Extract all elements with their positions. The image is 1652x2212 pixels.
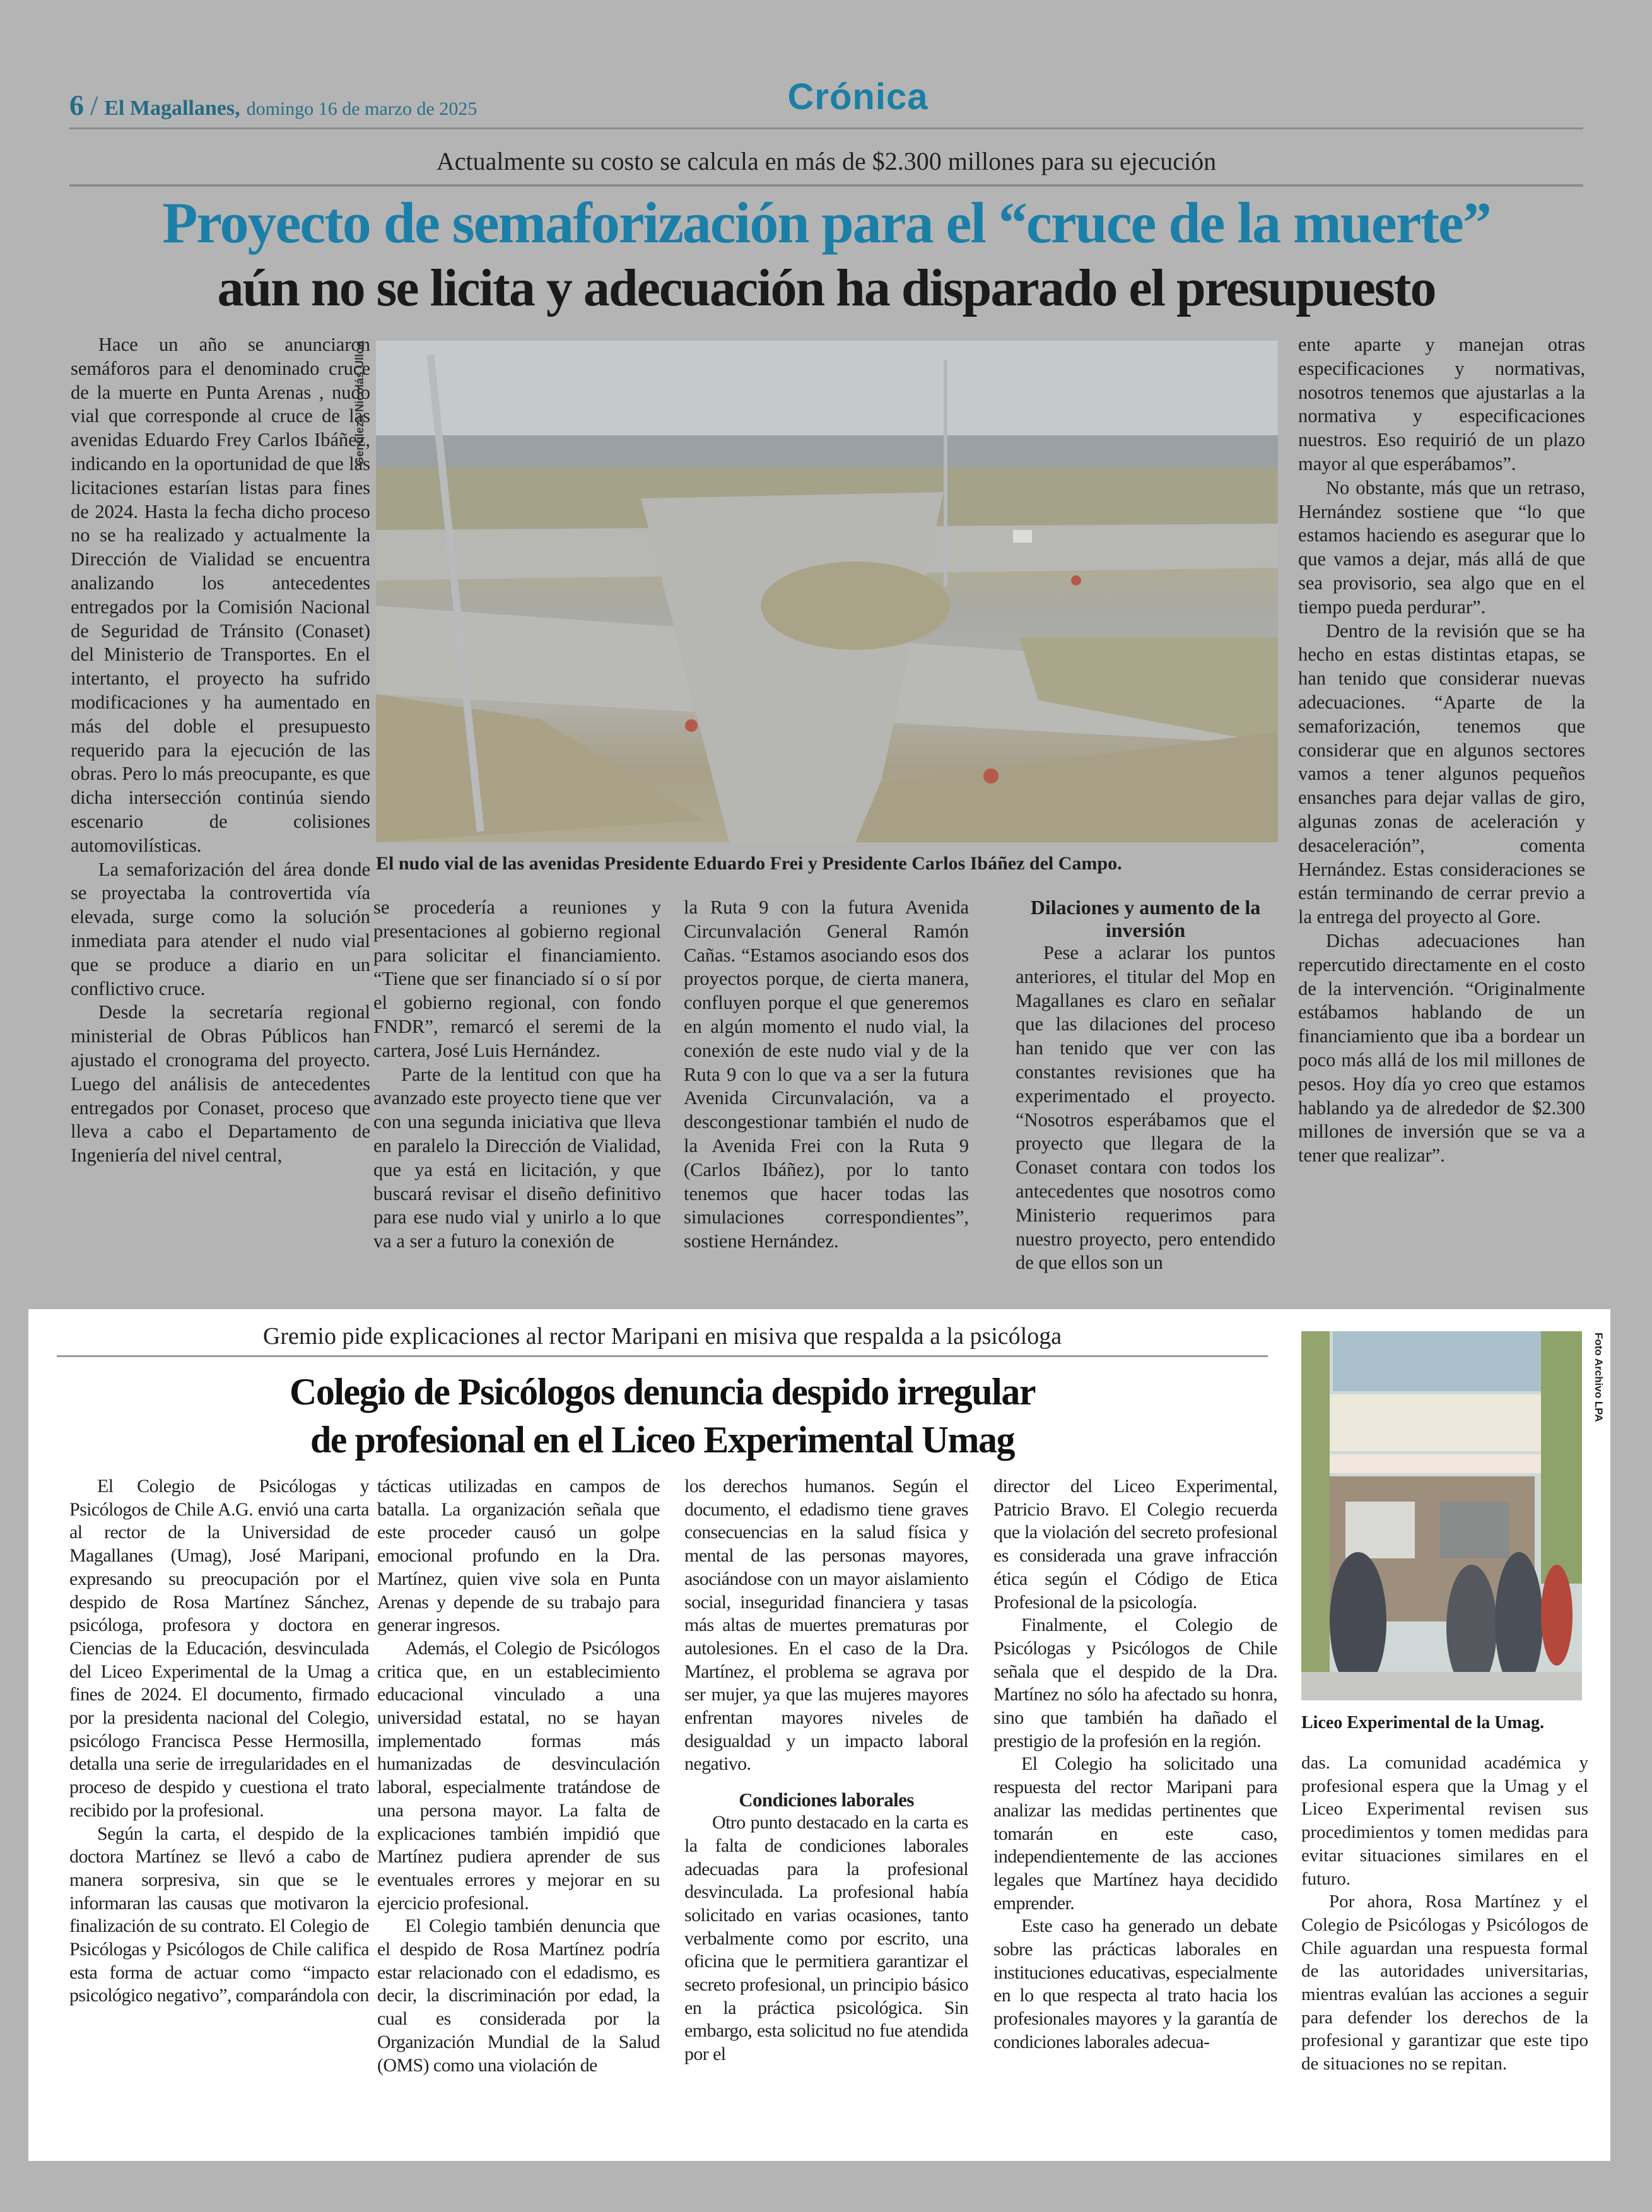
article2-kicker-rule [57,1355,1268,1357]
liceo-photo [1301,1331,1582,1700]
article1-column-3 [684,896,969,1254]
photo-credit: Gentileza Nicolás Ulloa [353,341,366,466]
article1-column-1 [71,333,370,1168]
article2-column-4 [993,1475,1277,2054]
article1-headline-line1: Proyecto de semaforización para el “cruce de la muerte” [162,191,1491,255]
intersection-photo [376,341,1278,842]
article2-headline [63,1368,1262,1464]
paragraph: El Colegio ha solicitado una respuesta del rector Maripani para analizar las medidas pertinentes que tomarán en este caso, independientemente de las acciones legales que Martínez haya decidido emprender. [993,1753,1277,1914]
header-rule [69,127,1583,129]
paragraph: Este caso ha generado un debate sobre las prácticas laborales en instituciones educativas, especialmente en lo que respecta al trato hacia los profesionales mayores y la garantía de condiciones laborales adecua- [993,1915,1277,2052]
paragraph: Otro punto destacado en la carta es la falta de condiciones laborales adecuadas para la profesional desvinculada. La profesional había solicitado en varias ocasiones, tanto verbalmente como por escrito, una oficina que le permitiera garantizar el secreto profesional, un principio básico en la práctica psicológica. Sin embargo, esta solicitud no fue atendida por el [684,1812,968,2065]
article2-headline-line1: Colegio de Psicólogos denuncia despido irregular [290,1371,1035,1413]
article1-kicker: Actualmente su costo se calcula en más de $2.300 millones para su ejecución [436,147,1217,175]
school-building-image [1301,1331,1582,1700]
article1-headline-line2: aún no se licita y adecuación ha disparado el presupuesto [217,259,1436,317]
paragraph: El Colegio de Psicólogas y Psicólogos de Chile A.G. envió una carta al rector de la Universidad de Magallanes (Umag), José Maripani, expresando su preocupación por el despido de Rosa Martínez Sánchez, psicóloga, profesora y doctora en Ciencias de la Educación, desvinculada del Liceo Experimental de la Umag a fines de 2024. El documento, firmado por la presidenta nacional del Colegio, psicólogo Francisca Pesse Hermosilla, detalla una serie de irregularidades en el proceso de despido y cuestiona el trato recibido por la profesional. [69,1476,369,1821]
paragraph: No obstante, más que un retraso, Hernández sostiene que “lo que estamos haciendo es asegurar que lo que vamos a dejar, más allá de que sea provisorio, sea algo que en el tiempo pueda perdurar”. [1298,476,1585,618]
article2-column-3 [684,1475,968,2066]
paragraph: Hace un año se anunciaron semáforos para el denominado cruce de la muerte en Punta Arenas , nudo vial que corresponde al cruce de las avenidas Eduardo Frey Carlos Ibáñez, indicando en la oportunidad de que las licitaciones estarían listas para fines de 2024. Hasta la fecha dicho proceso no se ha realizado y actualmente la Dirección de Vialidad se encuentra analizando los antecedentes entregados por la Comisión Nacional de Seguridad de Tránsito (Conaset) del Ministerio de Transportes. En el intertanto, el proyecto ha sufrido modificaciones y ha aumentado en más del doble el presupuesto requerido para la ejecución de las obras. Pero lo más preocupante, es que dicha intersección continúa siendo escenario de colisiones automovilísticas. [71,334,370,856]
subhead: Condiciones laborales [739,1789,914,1811]
paragraph: La semaforización del área donde se proyectaba la controvertida vía elevada, surge como la solución inmediata para atender el nudo vial que se produce a diario en un conflictivo cruce. [71,858,370,999]
paragraph: Según la carta, el despido de la doctora Martínez se llevó a cabo de manera sorpresiva, sin que se le informaran las causas que motivaron la finalización de su contrato. El Colegio de Psicólogas y Psicólogos de Chile califica esta forma de actuar como “impacto psicológico negativo”, comparándola con [69,1823,369,2006]
paragraph: tácticas utilizadas en campos de batalla. La organización señala que este proceder causó un golpe emocional profundo en la Dra. Martínez, quien vive sola en Punta Arenas y depende de su trabajo para generar ingresos. [377,1476,660,1636]
paragraph: Desde la secretaría regional ministerial de Obras Públicos han ajustado el cronograma del proyecto. Luego del análisis de antecedentes entregados por Conaset, proceso que lleva a cabo el Departamento de Ingeniería del nivel central, [71,1001,370,1167]
paragraph: Dichas adecuaciones han repercutido directamente en el costo de la intervención. “Originalmente estábamos hablando de un financiamiento que iba a bordear un poco más allá de los mil millones de pesos. Hoy día yo creo que estamos hablando ya de alrededor de $2.300 millones de inversión que se va a tener que realizar”. [1298,929,1585,1167]
paragraph: ente aparte y manejan otras especificaciones y normativas, nosotros tenemos que ajustarlas a la normativa y especificaciones nuestros. Eso requirió de un plazo mayor al que esperábamos”. [1298,334,1585,474]
article2-kicker: Gremio pide explicaciones al rector Maripani en misiva que respalda a la psicóloga [262,1323,1062,1350]
page-number: 6 [69,89,84,121]
paragraph: Dentro de la revisión que se ha hecho en estas distintas etapas, se han tenido que considerar nuevas adecuaciones. “Aparte de la semaforización, tenemos que considerar que en algunos sectores vamos a tener algunos pequeños ensanches para dejar vallas de giro, algunas zonas de aceleración y desaceleración”, comenta Hernández. Estas consideraciones se están terminando de cerrar previo a la entrega del proyecto al Gore. [1298,620,1585,928]
paragraph: das. La comunidad académica y profesional espera que la Umag y el Liceo Experimental revisen sus procedimientos y tomen medidas para evitar situaciones similares en el futuro. [1301,1753,1588,1889]
article1-column-2 [373,896,661,1254]
article2-column-2 [377,1475,660,2077]
photo-caption: El nudo vial de las avenidas Presidente Eduardo Frei y Presidente Carlos Ibáñez del Campo. [376,853,1122,874]
article1-column-4 [1016,893,1275,1275]
paragraph: se procedería a reuniones y presentaciones al gobierno regional para solicitar el financiamiento. “Tiene que ser financiado sí o sí por el gobierno regional, con fondo FNDR”, remarcó el seremi de la cartera, José Luis Hernández. [373,897,661,1061]
photo-caption: Liceo Experimental de la Umag. [1301,1713,1544,1733]
section-title: Crónica [787,76,929,117]
article2-column-5 [1301,1751,1588,2076]
paragraph: El Colegio también denuncia que el despido de Rosa Martínez podría estar relacionado con el edadismo, es decir, la discriminación por edad, la cual es considerada por la Organización Mundial de la Salud (OMS) como una violación de [377,1915,660,2076]
photo-credit: Foto Archivo LPA [1593,1332,1605,1422]
page-folio [69,88,477,126]
paragraph: los derechos humanos. Según el documento, el edadismo tiene graves consecuencias en la salud física y mental de las personas mayores, asociándose con un mayor aislamiento social, inseguridad financiera y tasas más altas de muertes prematuras por autolesiones. En el caso de la Dra. Martínez, el problema se agrava por ser mujer, ya que las mujeres mayores enfrentan mayores niveles de desigualdad y un impacto laboral negativo. [684,1476,968,1775]
article2-column-1 [69,1475,369,2008]
road-intersection-image [376,341,1278,842]
paragraph: Pese a aclarar los puntos anteriores, el titular del Mop en Magallanes es claro en señalar que las dilaciones del proceso han tenido que ver con las constantes revisiones que ha experimentado el proyecto. “Nosotros esperábamos que el proyecto que llegara de la Conaset contara con todos los antecedentes que nosotros como Ministerio requerimos para nuestro proyecto, pero entendido de que ellos son un [1016,942,1275,1274]
article1-column-5 [1298,333,1585,1168]
paragraph: la Ruta 9 con la futura Avenida Circunvalación General Ramón Cañas. “Estamos asociando esos dos proyectos porque, de cierta manera, confluyen porque el que generemos en algún momento el nudo vial, la conexión de este nudo vial y de la Ruta 9 con lo que va a ser la futura Avenida Circunvalación, va a descongestionar también el nudo de la Avenida Frei con la Ruta 9 (Carlos Ibáñez), por lo tanto tenemos que hacer todas las simulaciones correspondientes”, sostiene Hernández. [684,897,969,1252]
folio-separator: / [90,90,98,121]
kicker-rule [69,184,1583,187]
paragraph: Finalmente, el Colegio de Psicólogas y Psicólogos de Chile señala que el despido de la Dra. Martínez no sólo ha afectado su honra, sino que también ha dañado el prestigio de la profesión en la región. [993,1615,1277,1751]
newspaper-name: El Magallanes, [104,97,240,120]
paragraph: Por ahora, Rosa Martínez y el Colegio de Psicólogas y Psicólogos de Chile aguardan una respuesta formal de las autoridades universitarias, mientras evalúan las acciones a seguir para defender los derechos de la profesional y garantizar que este tipo de situaciones no se repitan. [1301,1891,1588,2074]
issue-date: domingo 16 de marzo de 2025 [246,98,477,119]
subhead: Dilaciones y aumento de la inversión [1030,896,1261,941]
paragraph: director del Liceo Experimental, Patricio Bravo. El Colegio recuerda que la violación del secreto profesional es considerada una grave infracción ética según el Código de Etica Profesional de la psicología. [993,1476,1277,1613]
paragraph: Parte de la lentitud con que ha avanzado este proyecto tiene que ver con una segunda iniciativa que lleva en paralelo la Dirección de Vialidad, que ya está en licitación, y que buscará revisar el diseño definitivo para ese nudo vial y unirlo a lo que va a ser a futuro la conexión de [373,1063,661,1252]
article2-headline-line2: de profesional en el Liceo Experimental Umag [310,1419,1015,1461]
paragraph: Además, el Colegio de Psicólogos critica que, en un establecimiento educacional vinculado a una universidad estatal, no se hayan implementado formas más humanizadas de desvinculación laboral, especialmente tratándose de una persona mayor. La falta de explicaciones también impidió que Martínez pudiera aprender de sus eventuales errores y mejorar en su ejercicio profesional. [377,1637,660,1914]
